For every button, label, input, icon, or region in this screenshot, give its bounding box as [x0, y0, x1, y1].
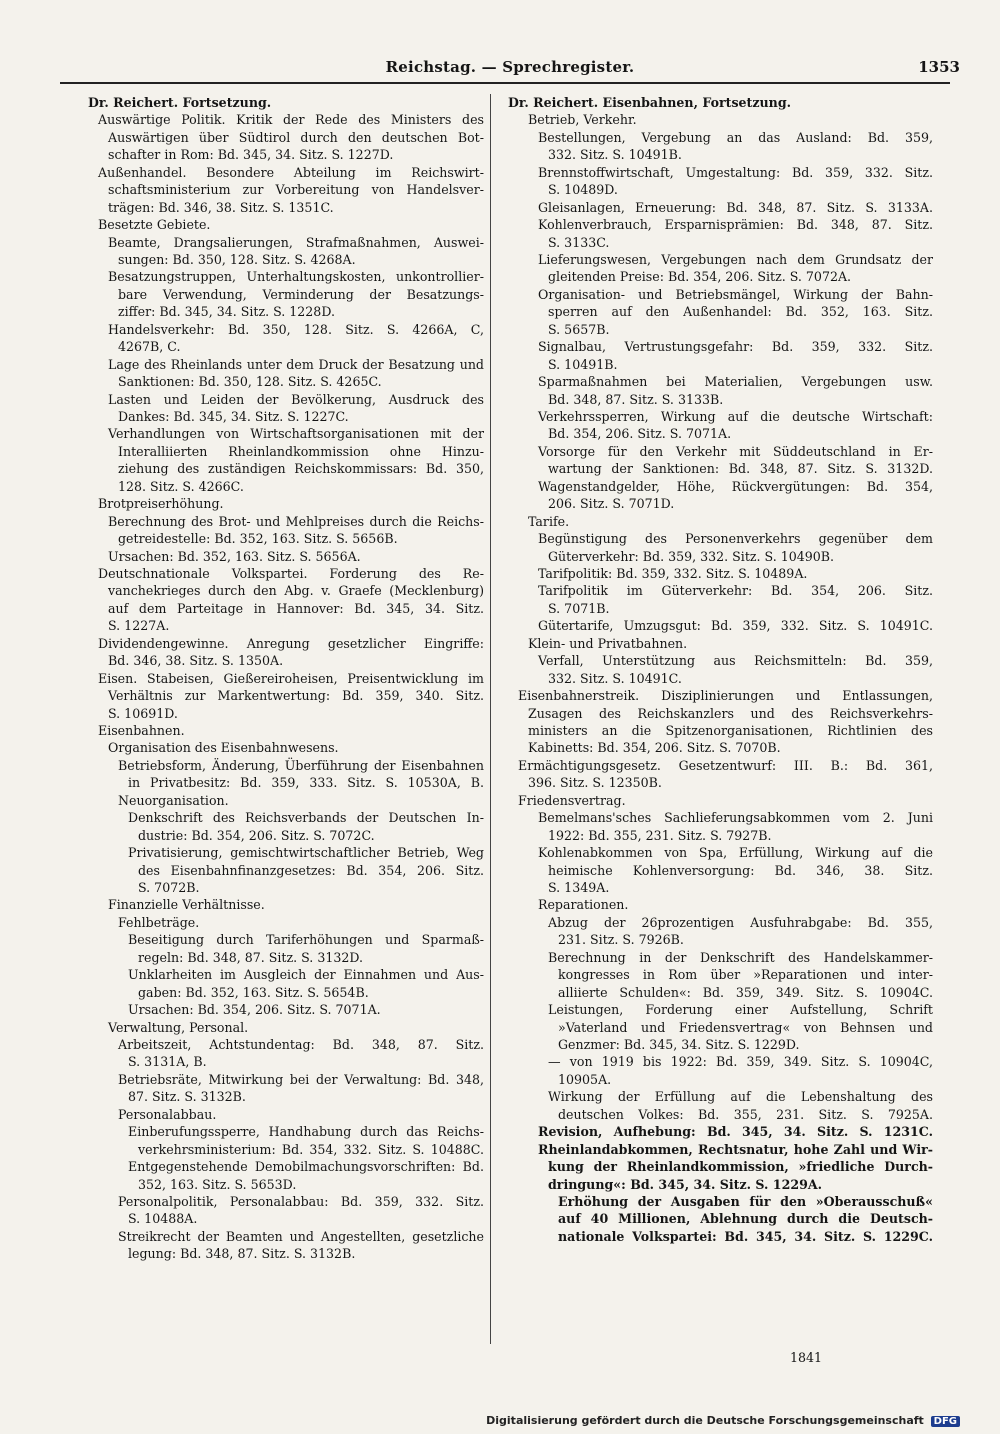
register-line: heimische Kohlenversorgung: Bd. 346, 38. Sitz.: [548, 862, 933, 878]
register-line: gaben: Bd. 352, 163. Sitz. S. 5654B.: [138, 984, 369, 1000]
register-line: Betriebsräte, Mitwirkung bei der Verwaltung: Bd. 348,: [118, 1071, 484, 1087]
register-line: 1922: Bd. 355, 231. Sitz. S. 7927B.: [548, 827, 772, 843]
register-line: Abzug der 26prozentigen Ausfuhrabgabe: Bd. 355,: [548, 914, 933, 930]
left-column: [88, 94, 484, 1263]
register-line: Denkschrift des Reichsverbands der Deutschen In-: [128, 810, 484, 826]
column-number: 1841: [790, 1350, 823, 1365]
register-line: getreidestelle: Bd. 352, 163. Sitz. S. 5656B.: [118, 531, 398, 547]
register-line: sperren auf den Außenhandel: Bd. 352, 163. Sitz.: [548, 304, 933, 320]
register-line: — von 1919 bis 1922: Bd. 359, 349. Sitz. S. 10904C,: [548, 1054, 933, 1070]
register-line: Signalbau, Vertrustungsgefahr: Bd. 359, 332. Sitz.: [538, 339, 933, 355]
register-line: Fehlbeträge.: [118, 914, 200, 930]
register-line: in Privatbesitz: Bd. 359, 333. Sitz. S. 10530A, B.: [128, 775, 484, 791]
register-line: S. 7072B.: [138, 880, 200, 895]
register-line: Verhältnis zur Markentwertung: Bd. 359, 340. Sitz.: [108, 688, 484, 704]
dfg-logo: DFG: [931, 1416, 960, 1427]
page-number: 1353: [918, 58, 960, 76]
register-line: sungen: Bd. 350, 128. Sitz. S. 4268A.: [118, 252, 356, 267]
register-line: Organisation- und Betriebsmängel, Wirkung der Bahn-: [538, 286, 933, 302]
register-line: Berechnung in der Denkschrift des Handelskammer-: [548, 949, 933, 965]
register-line: Gleisanlagen, Erneuerung: Bd. 348, 87. Sitz. S. 3133A.: [538, 199, 933, 215]
register-line: auf dem Parteitage in Hannover: Bd. 345, 34. Sitz.: [108, 600, 484, 616]
register-line: Entgegenstehende Demobilmachungsvorschriften: Bd.: [128, 1159, 484, 1175]
register-line: Gütertarife, Umzugsgut: Bd. 359, 332. Sitz. S. 10491C.: [538, 618, 933, 634]
register-line: Privatisierung, gemischtwirtschaftlicher Betrieb, Weg: [128, 845, 484, 861]
register-line: Revision, Aufhebung: Bd. 345, 34. Sitz. S. 1231C.: [538, 1124, 933, 1140]
register-line: Eisen. Stabeisen, Gießereiroheisen, Preisentwicklung im: [98, 670, 484, 686]
register-line: Sparmaßnahmen bei Materialien, Vergebungen usw.: [538, 374, 933, 390]
register-line: Besatzungstruppen, Unterhaltungskosten, unkontrollier-: [108, 269, 484, 285]
register-line: 87. Sitz. S. 3132B.: [128, 1089, 246, 1105]
register-line: Bd. 354, 206. Sitz. S. 7071A.: [548, 426, 732, 442]
register-line: Tarifpolitik: Bd. 359, 332. Sitz. S. 10489A.: [538, 566, 808, 582]
page-header: [60, 58, 960, 82]
register-line: S. 10691D.: [108, 705, 178, 721]
register-line: Personalpolitik, Personalabbau: Bd. 359, 332. Sitz.: [118, 1194, 484, 1210]
digitization-credit: [486, 1414, 960, 1427]
register-line: dringung«: Bd. 345, 34. Sitz. S. 1229A.: [548, 1176, 823, 1192]
register-line: S. 1227A.: [108, 618, 170, 634]
register-line: Zusagen des Reichskanzlers und des Reichsverkehrs-: [528, 705, 933, 721]
register-line: verkehrsministerium: Bd. 354, 332. Sitz. S. 10488C.: [138, 1141, 484, 1157]
register-line: S. 10491B.: [548, 356, 618, 372]
register-line: wartung der Sanktionen: Bd. 348, 87. Sitz. S. 3132D.: [548, 461, 933, 477]
register-line: Verhandlungen von Wirtschaftsorganisationen mit der: [108, 426, 484, 442]
register-line: Eisenbahnerstreik. Disziplinierungen und Entlassungen,: [518, 688, 933, 704]
credit-text: Digitalisierung gefördert durch die Deutsche Forschungsgemeinschaft: [486, 1414, 924, 1427]
register-line: schafter in Rom: Bd. 345, 34. Sitz. S. 1227D.: [108, 147, 394, 163]
register-line: Lieferungswesen, Vergebungen nach dem Grundsatz der: [538, 252, 933, 268]
register-line: bare Verwendung, Verminderung der Besatzungs-: [118, 286, 484, 302]
register-line: Organisation des Eisenbahnwesens.: [108, 740, 339, 756]
register-line: S. 10488A.: [128, 1211, 198, 1227]
register-line: S. 1349A.: [548, 880, 610, 896]
register-line: alliierte Schulden«: Bd. 359, 349. Sitz. S. 10904C.: [558, 984, 933, 1000]
register-line: Güterverkehr: Bd. 359, 332. Sitz. S. 10490B.: [548, 548, 835, 564]
register-line: Bemelmans'sches Sachlieferungsabkommen vom 2. Juni: [538, 810, 933, 826]
column-divider: [490, 94, 491, 1344]
register-line: ministers an die Spitzenorganisationen, Richtlinien des: [528, 723, 933, 739]
register-line: Lage des Rheinlands unter dem Druck der Besatzung und: [108, 356, 484, 372]
register-line: Lasten und Leiden der Bevölkerung, Ausdruck des: [108, 391, 484, 407]
register-line: vanchekrieges durch den Abg. v. Graefe (Mecklenburg): [108, 583, 484, 599]
register-line: S. 3131A, B.: [128, 1054, 207, 1070]
register-line: Bestellungen, Vergebung an das Ausland: Bd. 359,: [538, 129, 933, 145]
register-line: Beseitigung durch Tariferhöhungen und Sparmaß-: [128, 932, 484, 948]
register-line: schaftsministerium zur Vorbereitung von Handelsver-: [108, 182, 484, 198]
register-line: Auswärtigen über Südtirol durch den deutschen Bot-: [108, 129, 484, 145]
register-line: S. 5657B.: [548, 321, 610, 337]
register-line: Ursachen: Bd. 354, 206. Sitz. S. 7071A.: [128, 1002, 381, 1018]
register-line: des Eisenbahnfinanzgesetzes: Bd. 354, 206. Sitz.: [138, 862, 484, 878]
right-column: [508, 94, 933, 1245]
register-line: Streikrecht der Beamten und Angestellten, gesetzliche: [118, 1228, 484, 1244]
register-line: Außenhandel. Besondere Abteilung im Reichswirt-: [98, 164, 484, 180]
register-line: 206. Sitz. S. 7071D.: [548, 496, 675, 512]
register-line: Dankes: Bd. 345, 34. Sitz. S. 1227C.: [118, 409, 349, 424]
register-line: Rheinlandabkommen, Rechtsnatur, hohe Zahl und Wir-: [538, 1141, 933, 1157]
register-line: Handelsverkehr: Bd. 350, 128. Sitz. S. 4266A, C,: [108, 321, 484, 337]
register-line: Auswärtige Politik. Kritik der Rede des Ministers des: [98, 112, 484, 128]
register-line: Dr. Reichert. Eisenbahnen, Fortsetzung.: [508, 95, 792, 110]
register-line: Klein- und Privatbahnen.: [528, 635, 688, 651]
register-line: S. 3133C.: [548, 234, 610, 250]
register-line: S. 7071B.: [548, 600, 610, 616]
register-line: Interalliierten Rheinlandkommission ohne Hinzu-: [118, 443, 484, 459]
register-line: Neuorganisation.: [118, 792, 229, 808]
register-line: Kabinetts: Bd. 354, 206. Sitz. S. 7070B.: [528, 740, 781, 756]
register-line: Erhöhung der Ausgaben für den »Oberausschuß«: [558, 1193, 933, 1209]
register-line: Verwaltung, Personal.: [108, 1019, 249, 1035]
register-line: Dr. Reichert. Fortsetzung.: [88, 95, 272, 110]
register-line: Betriebsform, Änderung, Überführung der Eisenbahnen: [118, 757, 484, 773]
register-line: Ermächtigungsgesetz. Gesetzentwurf: III. B.: Bd. 361,: [518, 757, 933, 773]
register-line: Ursachen: Bd. 352, 163. Sitz. S. 5656A.: [108, 548, 361, 564]
register-line: Besetzte Gebiete.: [98, 217, 211, 233]
register-line: 4267B, C.: [118, 339, 181, 355]
register-line: Tarife.: [528, 513, 570, 529]
register-line: Bd. 346, 38. Sitz. S. 1350A.: [108, 653, 284, 669]
register-line: Kohlenabkommen von Spa, Erfüllung, Wirkung auf die: [538, 845, 933, 861]
register-line: Deutschnationale Volkspartei. Forderung des Re-: [98, 566, 484, 582]
register-line: 10905A.: [558, 1071, 612, 1087]
register-line: legung: Bd. 348, 87. Sitz. S. 3132B.: [128, 1246, 356, 1262]
register-line: Dividendengewinne. Anregung gesetzlicher Eingriffe:: [98, 635, 484, 651]
register-line: dustrie: Bd. 354, 206. Sitz. S. 7072C.: [138, 827, 375, 843]
register-line: 128. Sitz. S. 4266C.: [118, 478, 244, 494]
register-line: nationale Volkspartei: Bd. 345, 34. Sitz. S. 1229C.: [558, 1228, 933, 1244]
register-line: 332. Sitz. S. 10491B.: [548, 147, 682, 163]
register-line: auf 40 Millionen, Ablehnung durch die Deutsch-: [558, 1211, 933, 1227]
register-line: kongresses in Rom über »Reparationen und inter-: [558, 967, 933, 983]
register-line: »Vaterland und Friedensvertrag« von Behnsen und: [558, 1019, 933, 1035]
register-line: 352, 163. Sitz. S. 5653D.: [138, 1176, 297, 1192]
register-line: Wagenstandgelder, Höhe, Rückvergütungen: Bd. 354,: [538, 478, 933, 494]
register-line: Verkehrssperren, Wirkung auf die deutsche Wirtschaft:: [538, 409, 933, 425]
register-line: ziffer: Bd. 345, 34. Sitz. S. 1228D.: [118, 304, 335, 320]
register-line: Arbeitszeit, Achtstundentag: Bd. 348, 87. Sitz.: [118, 1037, 484, 1053]
register-line: Bd. 348, 87. Sitz. S. 3133B.: [548, 391, 724, 407]
register-line: 332. Sitz. S. 10491C.: [548, 670, 682, 686]
register-line: gleitenden Preise: Bd. 354, 206. Sitz. S. 7072A.: [548, 269, 852, 285]
register-line: Begünstigung des Personenverkehrs gegenüber dem: [538, 531, 933, 547]
register-line: kung der Rheinlandkommission, »friedliche Durch-: [548, 1159, 933, 1175]
register-line: Unklarheiten im Ausgleich der Einnahmen und Aus-: [128, 967, 484, 983]
register-line: S. 10489D.: [548, 182, 618, 198]
register-line: Brennstoffwirtschaft, Umgestaltung: Bd. 359, 332. Sitz.: [538, 164, 933, 180]
register-line: Wirkung der Erfüllung auf die Lebenshaltung des: [548, 1089, 933, 1105]
register-line: Personalabbau.: [118, 1106, 217, 1122]
register-line: Friedensvertrag.: [518, 792, 626, 808]
register-line: Leistungen, Forderung einer Aufstellung, Schrift: [548, 1002, 933, 1018]
register-line: trägen: Bd. 346, 38. Sitz. S. 1351C.: [108, 199, 334, 215]
register-line: 231. Sitz. S. 7926B.: [558, 932, 684, 948]
register-line: Verfall, Unterstützung aus Reichsmitteln: Bd. 359,: [538, 653, 933, 669]
register-line: deutschen Volkes: Bd. 355, 231. Sitz. S. 7925A.: [558, 1106, 933, 1122]
register-line: 396. Sitz. S. 12350B.: [528, 775, 662, 791]
register-line: Berechnung des Brot- und Mehlpreises durch die Reichs-: [108, 513, 484, 529]
running-title: Reichstag. — Sprechregister.: [385, 58, 635, 76]
register-line: ziehung des zuständigen Reichskommissars: Bd. 350,: [118, 461, 484, 477]
register-line: Betrieb, Verkehr.: [528, 112, 637, 128]
register-line: Kohlenverbrauch, Ersparnisprämien: Bd. 348, 87. Sitz.: [538, 217, 933, 233]
header-rule: [60, 82, 950, 84]
register-line: Tarifpolitik im Güterverkehr: Bd. 354, 206. Sitz.: [538, 583, 933, 599]
register-line: Beamte, Drangsalierungen, Strafmaßnahmen, Auswei-: [108, 234, 484, 250]
register-line: Reparationen.: [538, 897, 629, 913]
register-line: regeln: Bd. 348, 87. Sitz. S. 3132D.: [138, 949, 364, 965]
register-line: Eisenbahnen.: [98, 723, 185, 738]
register-line: Einberufungssperre, Handhabung durch das Reichs-: [128, 1124, 484, 1140]
register-line: Genzmer: Bd. 345, 34. Sitz. S. 1229D.: [558, 1037, 800, 1052]
register-line: Vorsorge für den Verkehr mit Süddeutschland in Er-: [538, 443, 933, 459]
register-line: Sanktionen: Bd. 350, 128. Sitz. S. 4265C.: [118, 374, 382, 390]
register-line: Brotpreiserhöhung.: [98, 496, 224, 512]
register-line: Finanzielle Verhältnisse.: [108, 897, 265, 913]
